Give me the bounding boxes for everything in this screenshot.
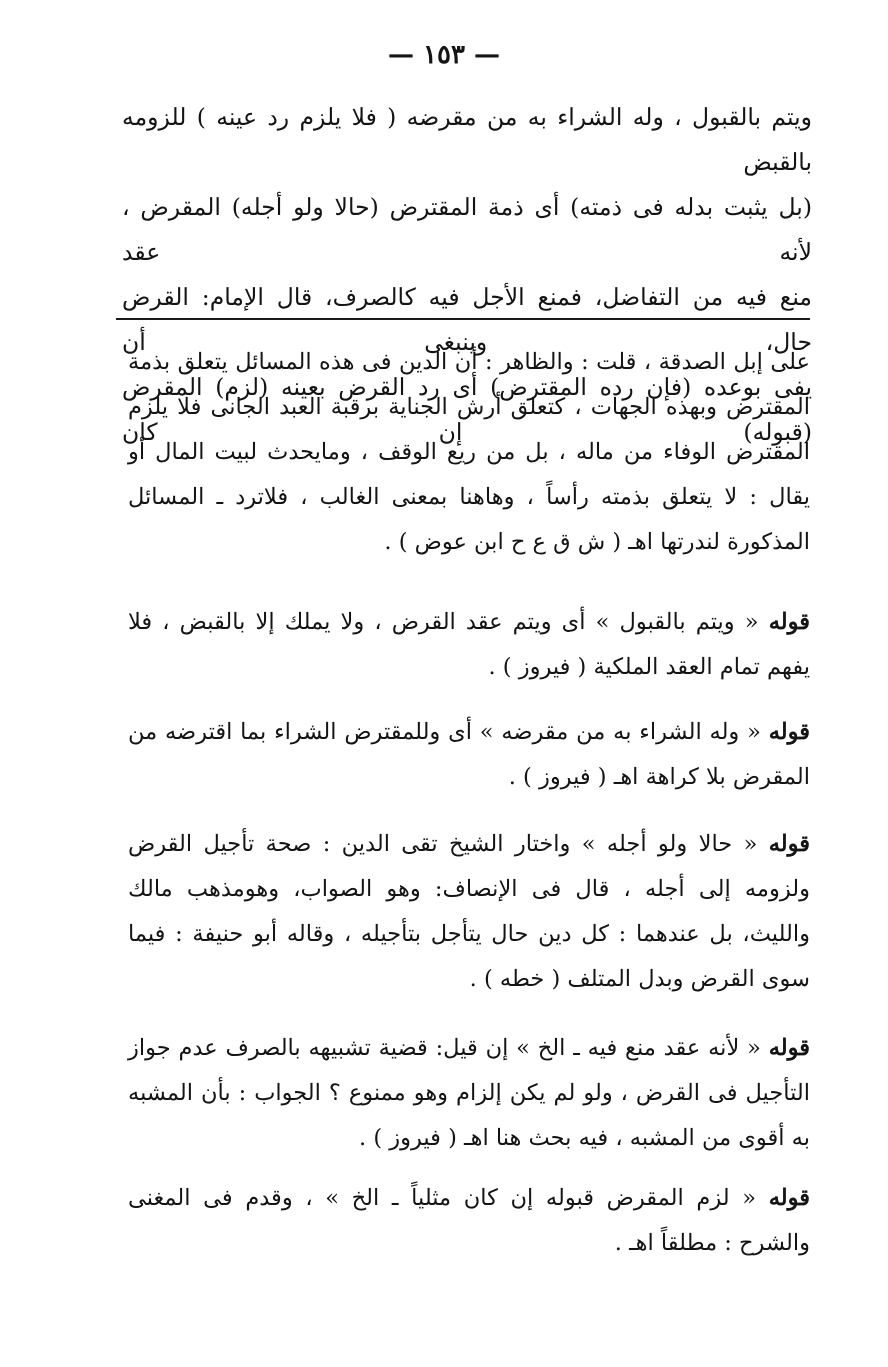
note-text: على إبل الصدقة ، قلت : والظاهر : أن الدين فى هذه المسائل يتعلق بذمة المقترض وبهذه الجهات ، كتعلق أرش الجناية برقبة العبد الجانى فلا يلزم المقترض الوفاء من ماله ، بل من ريع الوقف ، ومايحدث لبيت المال أو يقال : لا يتعلق بذمته رأساً ، وهاهنا بمعنى الغالب ، فلاترد ـ المسائل المذكورة لندرتها اهـ ( ش ق ع ح ابن عوض ) . — [128, 349, 810, 555]
note-lead: قوله — [768, 609, 810, 635]
main-text-line: (بل يثبت بدله فى ذمته) أى ذمة المقترض (حالا ولو أجله) المقرض ، لأنه عقد — [122, 193, 812, 266]
commentary-note — [128, 1176, 810, 1266]
note-text: « حالا ولو أجله » واختار الشيخ تقى الدين : صحة تأجيل القرض ولزومه إلى أجله ، قال فى الإنصاف: وهو الصواب، وهومذهب مالك والليث، بل عندهما : كل دين حال يتأجل بتأجيله ، وقاله أبو حنيفة : فيما سوى القرض وبدل المتلف ( خطه ) . — [128, 831, 810, 992]
commentary-note — [128, 600, 810, 690]
commentary-note — [128, 710, 810, 800]
note-lead: قوله — [768, 1185, 810, 1211]
note-text: « ويتم بالقبول » أى ويتم عقد القرض ، ولا يملك إلا بالقبض ، فلا يفهم تمام العقد الملكية ( فيروز ) . — [128, 609, 810, 680]
note-text: « لزم المقرض قبوله إن كان مثلياً ـ الخ » ، وقدم فى المغنى والشرح : مطلقاً اهـ . — [128, 1185, 810, 1256]
page-number: — ١٥٣ — — [387, 40, 501, 70]
main-text-line: ويتم بالقبول ، وله الشراء به من مقرضه ( فلا يلزم رد عينه ) للزومه بالقبض — [122, 103, 812, 176]
commentary-note — [128, 1026, 810, 1161]
note-lead: قوله — [768, 719, 810, 745]
main-text-line: يفى بوعده (فإن رده المقترض) أى رد القرض بعينه (لزم) المقرض (قبوله) إن كان — [122, 373, 812, 446]
footnote-separator — [116, 318, 810, 320]
note-lead: قوله — [768, 1035, 810, 1061]
main-text-line: منع فيه من التفاضل، فمنع الأجل فيه كالصرف، قال الإمام: القرض حال، وينبغى أن — [122, 283, 812, 356]
commentary-notes — [128, 340, 810, 1266]
note-text: « لأنه عقد منع فيه ـ الخ » إن قيل: قضية تشبيهه بالصرف عدم جواز التأجيل فى القرض ، ولو لم يكن إلزام وهو ممنوع ؟ الجواب : بأن المشبه به أقوى من المشبه ، فيه بحث هنا اهـ ( فيروز ) . — [128, 1035, 810, 1151]
commentary-note — [128, 340, 810, 578]
commentary-note — [128, 822, 810, 1002]
note-text: « وله الشراء به من مقرضه » أى وللمقترض الشراء بما اقترضه من المقرض بلا كراهة اهـ ( فيروز ) . — [128, 719, 810, 790]
note-lead: قوله — [768, 831, 810, 857]
